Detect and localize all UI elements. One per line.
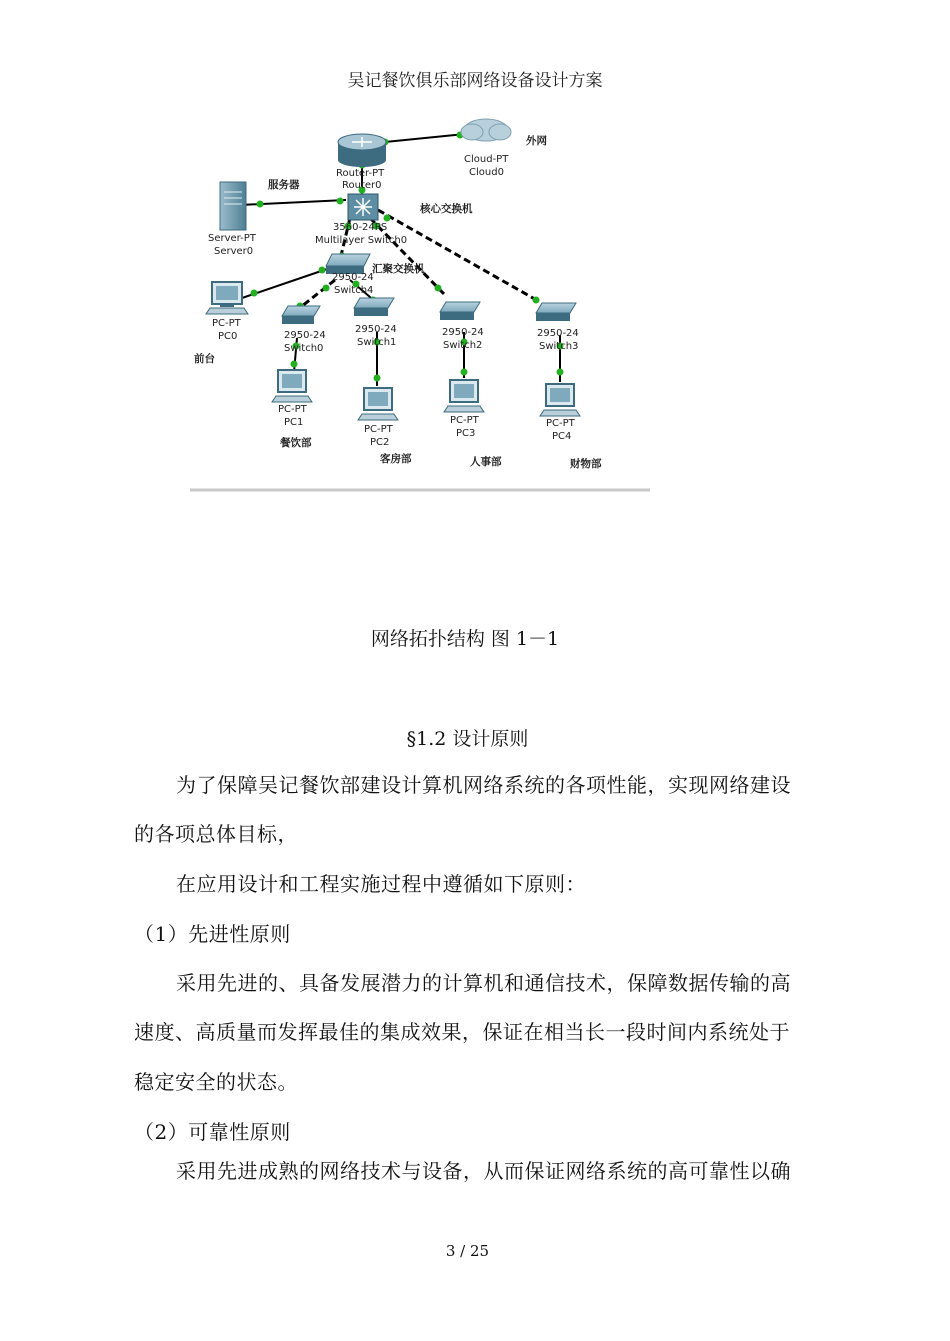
network-topology-diagram xyxy=(180,110,660,500)
paragraph-3-line-3: 稳定安全的状态。 xyxy=(134,1070,298,1094)
core-switch-icon xyxy=(348,194,378,220)
principle-heading-1: （1）先进性原则 xyxy=(134,922,291,946)
pc2-type-label: PC-PT xyxy=(364,424,393,435)
switch3-type-label: 2950-24 xyxy=(537,328,579,339)
pc4-label-cn: 财物部 xyxy=(570,458,602,470)
pc3-type-label: PC-PT xyxy=(450,415,479,426)
pc1-label-cn: 餐饮部 xyxy=(280,437,312,449)
server-name-label: Server0 xyxy=(214,246,254,257)
pc4-type-label: PC-PT xyxy=(546,418,575,429)
pc2-label-cn: 客房部 xyxy=(380,453,412,465)
server-label-cn: 服务器 xyxy=(268,179,300,191)
figure-caption: 网络拓扑结构 图 1－1 xyxy=(370,628,560,650)
paragraph-3-line-1: 采用先进的、具备发展潜力的计算机和通信技术，保障数据传输的高 xyxy=(176,971,791,995)
pc2-icon xyxy=(358,388,398,420)
paragraph-1-line-2: 的各项总体目标， xyxy=(134,822,298,846)
switch1-icon xyxy=(354,298,394,316)
switch0-name-label: Switch0 xyxy=(284,343,324,354)
switch3-name-label: Switch3 xyxy=(539,341,579,352)
paragraph-1-line-1: 为了保障吴记餐饮部建设计算机网络系统的各项性能，实现网络建设 xyxy=(176,773,791,797)
pc1-name-label: PC1 xyxy=(284,417,304,428)
pc0-icon xyxy=(206,282,248,314)
link-core-switch3 xyxy=(378,210,540,302)
core-switch-label-cn: 核心交换机 xyxy=(420,203,473,215)
link-server-core xyxy=(240,200,346,205)
aggregation-switch-icon xyxy=(326,254,370,274)
server-type-label: Server-PT xyxy=(208,233,256,244)
link-router-cloud xyxy=(385,134,465,142)
server-icon xyxy=(220,182,246,230)
pc0-label-cn: 前台 xyxy=(194,353,215,365)
page-number: 3 / 25 xyxy=(445,1242,490,1260)
pc3-label-cn: 人事部 xyxy=(470,456,502,468)
pc3-name-label: PC3 xyxy=(456,428,476,439)
router-type-label: Router-PT xyxy=(336,168,385,179)
cloud-type-label: Cloud-PT xyxy=(464,154,509,165)
switch0-type-label: 2950-24 xyxy=(284,330,326,341)
pc0-type-label: PC-PT xyxy=(212,318,241,329)
paragraph-2: 在应用设计和工程实施过程中遵循如下原则： xyxy=(176,872,586,896)
pc0-name-label: PC0 xyxy=(218,331,238,342)
pc2-name-label: PC2 xyxy=(370,437,390,448)
pc1-type-label: PC-PT xyxy=(278,404,307,415)
section-heading: §1.2 设计原则 xyxy=(406,728,529,750)
core-switch-type-label: 3560-24PS xyxy=(333,222,388,233)
aggregation-switch-type-label: 2950-24 xyxy=(332,272,374,283)
switch1-type-label: 2950-24 xyxy=(355,324,397,335)
switch1-name-label: Switch1 xyxy=(357,337,397,348)
switch2-name-label: Switch2 xyxy=(443,340,483,351)
aggregation-switch-name-label: Switch4 xyxy=(334,285,374,296)
pc3-icon xyxy=(444,380,484,412)
pc4-name-label: PC4 xyxy=(552,431,572,442)
paragraph-4-line-1: 采用先进成熟的网络技术与设备，从而保证网络系统的高可靠性以确 xyxy=(176,1159,791,1183)
principle-heading-2: （2）可靠性原则 xyxy=(134,1120,291,1144)
router-name-label: Router0 xyxy=(342,180,382,191)
switch2-type-label: 2950-24 xyxy=(442,327,484,338)
document-header-title: 吴记餐饮俱乐部网络设备设计方案 xyxy=(347,71,603,91)
paragraph-3-line-2: 速度、高质量而发挥最佳的集成效果，保证在相当长一段时间内系统处于 xyxy=(134,1020,790,1044)
router-icon xyxy=(338,134,386,167)
switch3-icon xyxy=(536,303,576,321)
pc4-icon xyxy=(540,384,580,416)
aggregation-switch-label-cn: 汇聚交换机 xyxy=(372,263,425,275)
pc1-icon xyxy=(272,370,312,402)
cloud-name-label: Cloud0 xyxy=(469,167,504,178)
cloud-label-cn: 外网 xyxy=(526,135,547,147)
cloud-icon xyxy=(461,119,511,141)
core-switch-model-label: Multilayer Switch0 xyxy=(315,235,408,246)
switch2-icon xyxy=(440,302,480,320)
switch0-icon xyxy=(282,306,320,324)
